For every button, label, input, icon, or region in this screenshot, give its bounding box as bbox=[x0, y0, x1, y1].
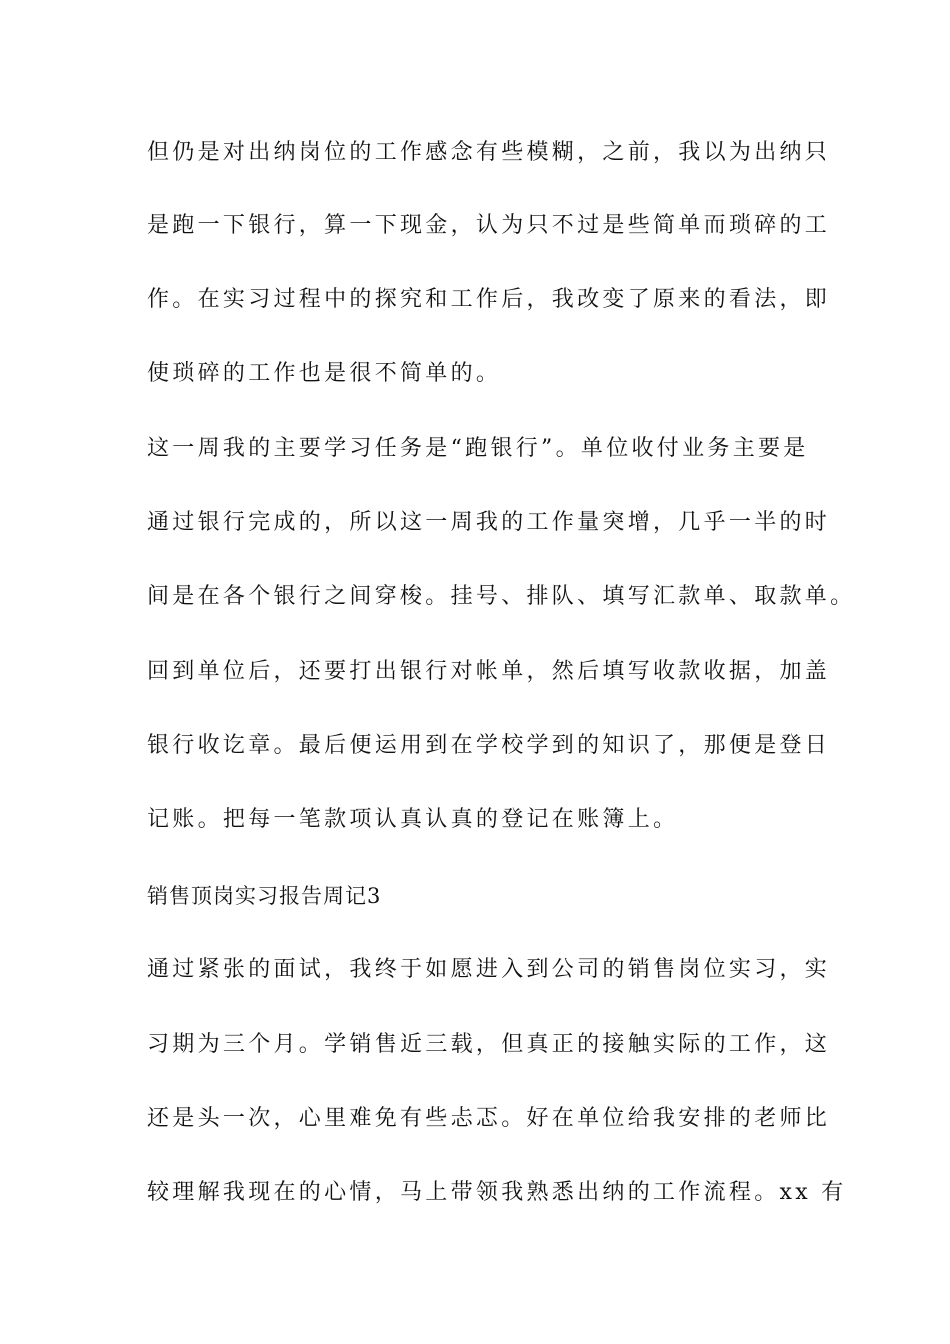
text-line: 是跑一下银行，算一下现金，认为只不过是些简单而琐碎的工 bbox=[147, 213, 831, 238]
text-line: 较理解我现在的心情，马上带领我熟悉出纳的工作流程。xx 有 bbox=[147, 1180, 847, 1205]
text-line: 但仍是对出纳岗位的工作感念有些模糊，之前，我以为出纳只 bbox=[147, 140, 831, 165]
text-line: 作。在实习过程中的探究和工作后，我改变了原来的看法，即 bbox=[147, 287, 831, 312]
text-line: 记账。把每一笔款项认真认真的登记在账簿上。 bbox=[147, 807, 679, 832]
text-line: 还是头一次，心里难免有些忐忑。好在单位给我安排的老师比 bbox=[147, 1106, 831, 1131]
text-line: 回到单位后，还要打出银行对帐单，然后填写收款收据，加盖 bbox=[147, 659, 831, 684]
section-heading: 销售顶岗实习报告周记3 bbox=[147, 884, 382, 908]
text-line: 通过紧张的面试，我终于如愿进入到公司的销售岗位实习，实 bbox=[147, 957, 831, 982]
text-line: 这一周我的主要学习任务是“跑银行”。单位收付业务主要是 bbox=[147, 436, 809, 461]
text-line: 使琐碎的工作也是很不简单的。 bbox=[147, 361, 502, 386]
text-line: 银行收讫章。最后便运用到在学校学到的知识了，那便是登日 bbox=[147, 733, 831, 758]
text-line: 通过银行完成的，所以这一周我的工作量突增，几乎一半的时 bbox=[147, 510, 831, 535]
text-line: 习期为三个月。学销售近三载，但真正的接触实际的工作，这 bbox=[147, 1032, 831, 1057]
text-line: 间是在各个银行之间穿梭。挂号、排队、填写汇款单、取款单。 bbox=[147, 584, 856, 609]
